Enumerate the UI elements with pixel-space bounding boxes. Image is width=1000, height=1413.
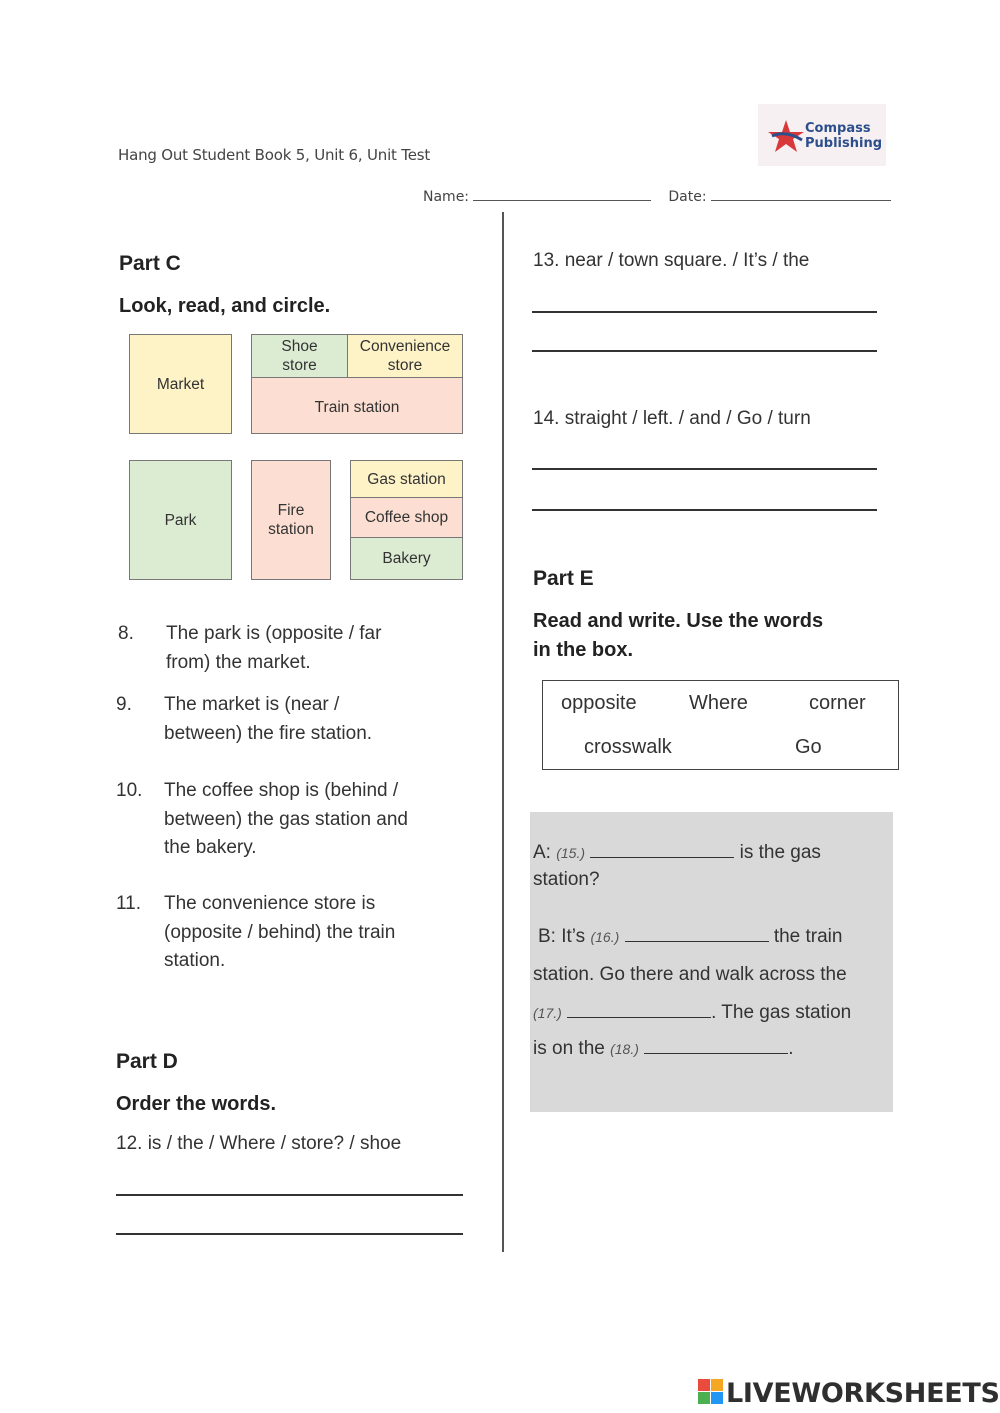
question-text: The park is (opposite / far from) the market. [166, 623, 382, 673]
answer-line-14b[interactable] [532, 509, 877, 511]
answer-line-12a[interactable] [116, 1194, 463, 1196]
name-label: Name: [423, 189, 470, 205]
part-e-heading: Part E [533, 567, 594, 590]
date-field[interactable] [711, 188, 891, 201]
blank-number-17: (17.) [533, 1005, 562, 1021]
map-gas-station: Gas station [350, 460, 463, 498]
word-box-item: corner [809, 692, 866, 714]
logo-line-2: Publishing [805, 136, 883, 151]
dialogue-line-b4: is on the (18.) . [533, 1038, 794, 1059]
word-box-item: crosswalk [584, 736, 672, 758]
dialogue-line-b3: (17.) . The gas station [533, 1002, 852, 1023]
question-text: The coffee shop is (behind / between) the gas station and the bakery. [164, 780, 409, 858]
word-box [542, 680, 899, 770]
answer-line-12b[interactable] [116, 1233, 463, 1235]
part-c-heading: Part C [119, 252, 181, 275]
map-market: Market [129, 334, 232, 434]
answer-line-14a[interactable] [532, 468, 877, 470]
brand-name: LIVEWORKSHEETS [726, 1378, 1000, 1409]
date-label: Date: [668, 189, 707, 205]
blank-number-15: (15.) [556, 845, 586, 861]
dialogue-box [530, 812, 893, 1112]
star-icon [766, 118, 806, 154]
worksheet-title: Hang Out Student Book 5, Unit 6, Unit Test [118, 146, 431, 164]
compass-publishing-logo [758, 104, 886, 166]
word-box-item: opposite [561, 692, 637, 714]
answer-line-13b[interactable] [532, 350, 877, 352]
question-number: 9. [116, 694, 132, 715]
blank-number-18: (18.) [610, 1041, 639, 1057]
liveworksheets-logo [698, 1378, 1000, 1409]
column-divider [502, 212, 504, 1252]
question-number: 10. [116, 780, 143, 801]
word-box-item: Go [795, 736, 822, 758]
question-13: 13. near / town square. / It’s / the [533, 250, 810, 271]
blank-17-input[interactable] [567, 1003, 711, 1018]
blank-15-input[interactable] [590, 843, 734, 858]
question-number: 8. [118, 623, 134, 644]
dialogue-line-b1: B: It’s (16.) the train [538, 926, 843, 947]
blank-18-input[interactable] [644, 1039, 788, 1054]
map-shoe-store: Shoe store [251, 334, 348, 378]
question-text: The convenience store is (opposite / behind) the train station. [164, 893, 396, 971]
dialogue-line-a2: station? [533, 869, 600, 890]
answer-line-13a[interactable] [532, 311, 877, 313]
blank-16-input[interactable] [625, 927, 769, 942]
map-train-station: Train station [251, 377, 463, 434]
liveworksheets-icon [698, 1379, 724, 1405]
map-bakery: Bakery [350, 537, 463, 580]
part-d-instruction: Order the words. [116, 1093, 277, 1115]
map-park: Park [129, 460, 232, 580]
part-c-instruction: Look, read, and circle. [119, 295, 331, 317]
question-text: The market is (near / between) the fire station. [164, 694, 373, 744]
blank-number-16: (16.) [590, 929, 620, 945]
map-convenience-store: Convenience store [347, 334, 463, 378]
name-date-row [423, 188, 891, 205]
dialogue-line-a1: A: (15.) is the gas [533, 842, 821, 863]
question-number: 11. [116, 893, 142, 914]
part-d-heading: Part D [116, 1050, 178, 1073]
logo-line-1: Compass [805, 121, 871, 136]
name-field[interactable] [473, 188, 651, 201]
question-14: 14. straight / left. / and / Go / turn [533, 408, 811, 429]
map-fire-station: Fire station [251, 460, 331, 580]
question-12: 12. is / the / Where / store? / shoe [116, 1133, 402, 1154]
map-coffee-shop: Coffee shop [350, 497, 463, 538]
dialogue-line-b2: station. Go there and walk across the [533, 964, 847, 985]
word-box-item: Where [689, 692, 748, 714]
part-e-instruction: Read and write. Use the words in the box. [533, 610, 824, 661]
